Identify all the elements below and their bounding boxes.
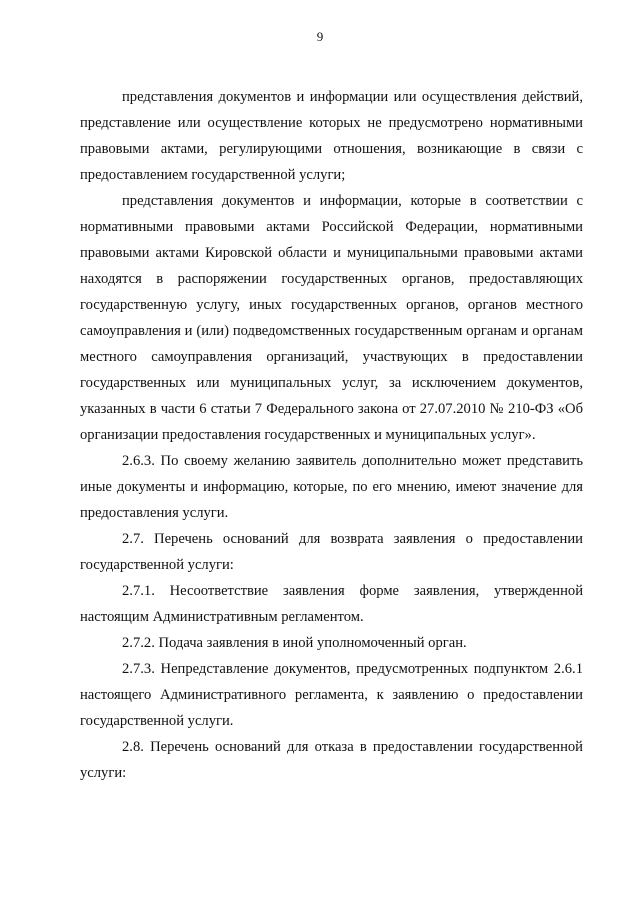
paragraph-2-8: 2.8. Перечень оснований для отказа в предоставлении государственной услуги:: [80, 739, 583, 781]
paragraph-2-7-3: 2.7.3. Непредставление документов, предусмотренных подпунктом 2.6.1 настоящего Административного регламента, к заявлению о предоставлении государственной услуги.: [80, 661, 583, 729]
paragraph-2-7-2: 2.7.2. Подача заявления в иной уполномоченный орган.: [122, 635, 467, 651]
paragraph-documents-in-possession: представления документов и информации, которые в соответствии с нормативными правовыми актами Российской Федерации, нормативными правовыми актами Кировской области и муниципальными правовыми актами находятся в распоряжении государственных органов, предоставляющих государственную услугу, иных государственных органов, органов местного самоуправления и (или) подведомственных государственным органам и органам местного самоуправления организаций, участвующих в предоставлении государственных или муниципальных услуг, за исключением документов, указанных в части 6 статьи 7 Федерального закона от 27.07.2010 № 210-ФЗ «Об организации предоставления государственных и муниципальных услуг».: [80, 193, 583, 443]
paragraph-2-7: 2.7. Перечень оснований для возврата заявления о предоставлении государственной услуги:: [80, 531, 583, 573]
paragraph-2-7-1: 2.7.1. Несоответствие заявления форме заявления, утвержденной настоящим Административным регламентом.: [80, 583, 583, 625]
page-number: 9: [316, 29, 324, 44]
paragraph-2-6-3: 2.6.3. По своему желанию заявитель дополнительно может представить иные документы и информацию, которые, по его мнению, имеют значение для предоставления услуги.: [80, 453, 583, 521]
document-body: [80, 84, 583, 786]
paragraph-continuation: представления документов и информации или осуществления действий, представление или осуществление которых не предусмотрено нормативными правовыми актами, регулирующими отношения, возникающие в связи с предоставлением государственной услуги;: [80, 89, 583, 183]
